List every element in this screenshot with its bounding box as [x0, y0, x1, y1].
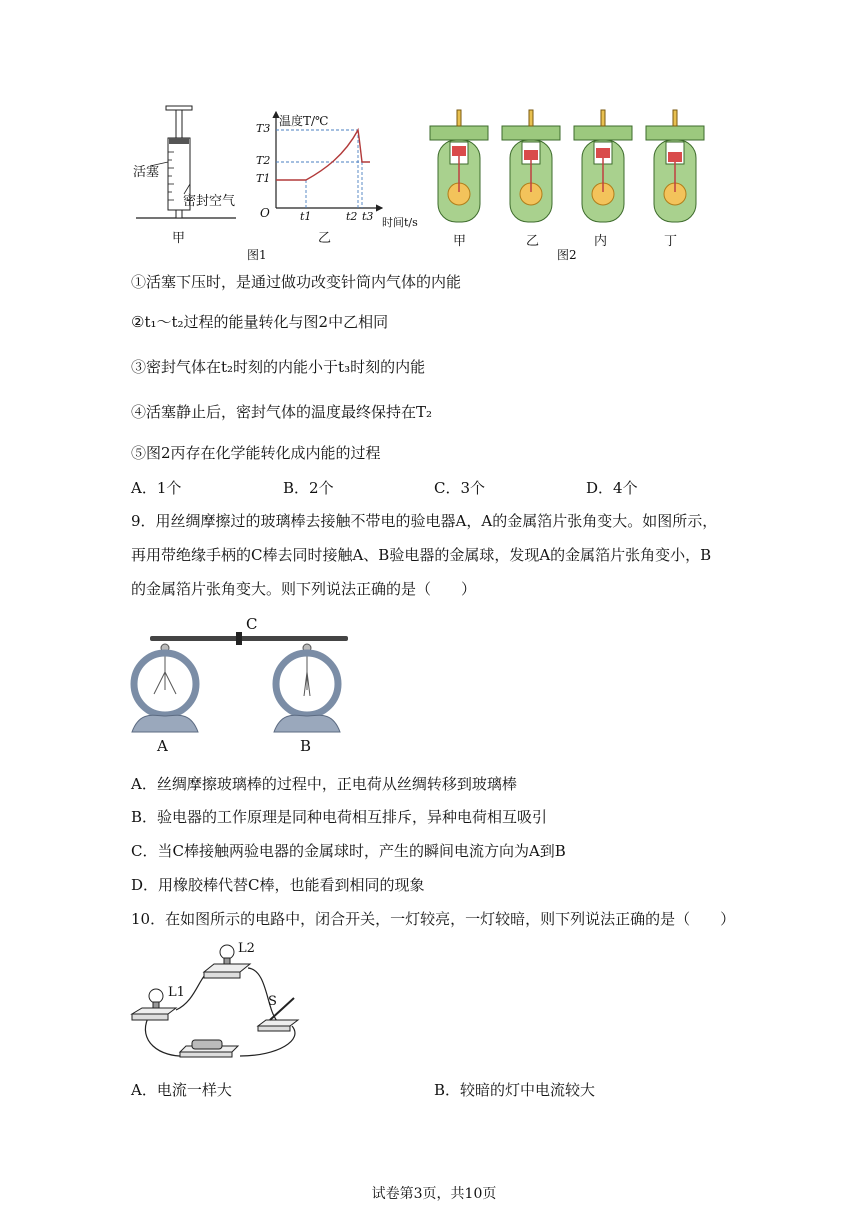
- q9-option-a[interactable]: A．丝绸摩擦玻璃棒的过程中，正电荷从丝绸转移到玻璃棒: [131, 775, 517, 793]
- graph-x-tick-t3: t3: [362, 210, 374, 223]
- graph-y-tick-t2: T2: [256, 154, 271, 167]
- engine-caption-3: 内: [594, 234, 608, 249]
- graph-y-tick-t3: T3: [256, 122, 271, 135]
- engine-stroke-3: [574, 110, 632, 222]
- rod-c: [150, 636, 348, 641]
- q8-option-a[interactable]: A．1个: [131, 479, 182, 497]
- syringe-sub-caption: 甲: [172, 231, 186, 246]
- graph-y-label: 温度T/℃: [279, 114, 329, 128]
- q9-option-c[interactable]: C．当C棒接触两验电器的金属球时，产生的瞬间电流方向为A到B: [131, 842, 566, 860]
- engine-caption-1: 甲: [453, 234, 467, 249]
- engine-stroke-4: [646, 110, 704, 222]
- q10-option-b[interactable]: B．较暗的灯中电流较大: [434, 1081, 596, 1099]
- label-rod-c: C: [246, 615, 258, 633]
- q9-option-d[interactable]: D．用橡胶棒代替C棒，也能看到相同的现象: [131, 876, 425, 894]
- graph-x-tick-t2: t2: [346, 210, 358, 223]
- q8-statement-5: ⑤图2丙存在化学能转化成内能的过程: [131, 444, 381, 462]
- q8-option-b[interactable]: B．2个: [283, 479, 334, 497]
- figure-1-caption: 图1: [247, 248, 267, 262]
- q10-options: [131, 1080, 751, 1100]
- q9-stem-line-2: 再用带绝缘手柄的C棒去同时接触A、B验电器的金属球，发现A的金属箔片张角变小，B: [131, 546, 712, 564]
- circuit-illustration: [128, 940, 308, 1065]
- engine-stroke-1: [430, 110, 488, 222]
- label-l2: L2: [238, 941, 255, 956]
- engine-caption-2: 乙: [526, 234, 540, 249]
- figure-electroscopes: [130, 612, 360, 757]
- q8-options: [131, 478, 751, 498]
- engine-caption-4: 丁: [664, 234, 678, 249]
- q10-option-a[interactable]: A．电流一样大: [131, 1081, 232, 1099]
- q10-stem: 10．在如图所示的电路中，闭合开关，一灯较亮，一灯较暗，则下列说法正确的是（ ）: [131, 910, 736, 928]
- label-piston: 活塞: [133, 165, 160, 180]
- q8-statement-2: ②t₁～t₂过程的能量转化与图2中乙相同: [131, 313, 389, 331]
- q9-stem-line-1: 9．用丝绸摩擦过的玻璃棒去接触不带电的验电器A，A的金属箔片张角变大。如图所示，: [131, 512, 718, 530]
- figure-circuit: [128, 940, 308, 1065]
- q8-option-d[interactable]: D．4个: [586, 479, 638, 497]
- label-switch-s: S: [268, 994, 277, 1009]
- label-electroscope-b: B: [300, 737, 312, 755]
- q8-statement-4: ④活塞静止后，密封气体的温度最终保持在T₂: [131, 403, 433, 421]
- battery: [180, 1040, 238, 1057]
- q8-statement-3: ③密封气体在t₂时刻的内能小于t₃时刻的内能: [131, 358, 426, 376]
- electroscopes-illustration: [130, 612, 360, 757]
- figure-2-engine-strokes: [424, 102, 716, 232]
- q9-option-b[interactable]: B．验电器的工作原理是同种电荷相互排斥，异种电荷相互吸引: [131, 808, 548, 826]
- figure-1-temperature-graph: [252, 104, 422, 232]
- temperature-time-graph: [252, 104, 422, 232]
- label-l1: L1: [168, 985, 185, 1000]
- label-sealed-air: 密封空气: [183, 194, 236, 209]
- electroscope-a: [132, 644, 198, 732]
- graph-x-label: 时间t/s: [382, 216, 418, 229]
- engine-strokes-illustration: [424, 102, 716, 232]
- graph-x-tick-t1: t1: [300, 210, 312, 223]
- label-electroscope-a: A: [157, 737, 168, 755]
- q8-option-c[interactable]: C．3个: [434, 479, 486, 497]
- electroscope-b: [274, 644, 340, 732]
- temperature-curve: [276, 130, 370, 180]
- engine-stroke-2: [502, 110, 560, 222]
- page-footer: 试卷第3页，共10页: [371, 1186, 497, 1202]
- graph-y-tick-t1: T1: [256, 172, 271, 185]
- q9-stem-line-3: 的金属箔片张角变大。则下列说法正确的是（ ）: [131, 580, 477, 598]
- graph-origin: O: [260, 206, 270, 220]
- q8-statement-1: ①活塞下压时，是通过做功改变针筒内气体的内能: [131, 273, 462, 291]
- figure-2-caption: 图2: [557, 248, 577, 262]
- graph-sub-caption: 乙: [318, 231, 332, 246]
